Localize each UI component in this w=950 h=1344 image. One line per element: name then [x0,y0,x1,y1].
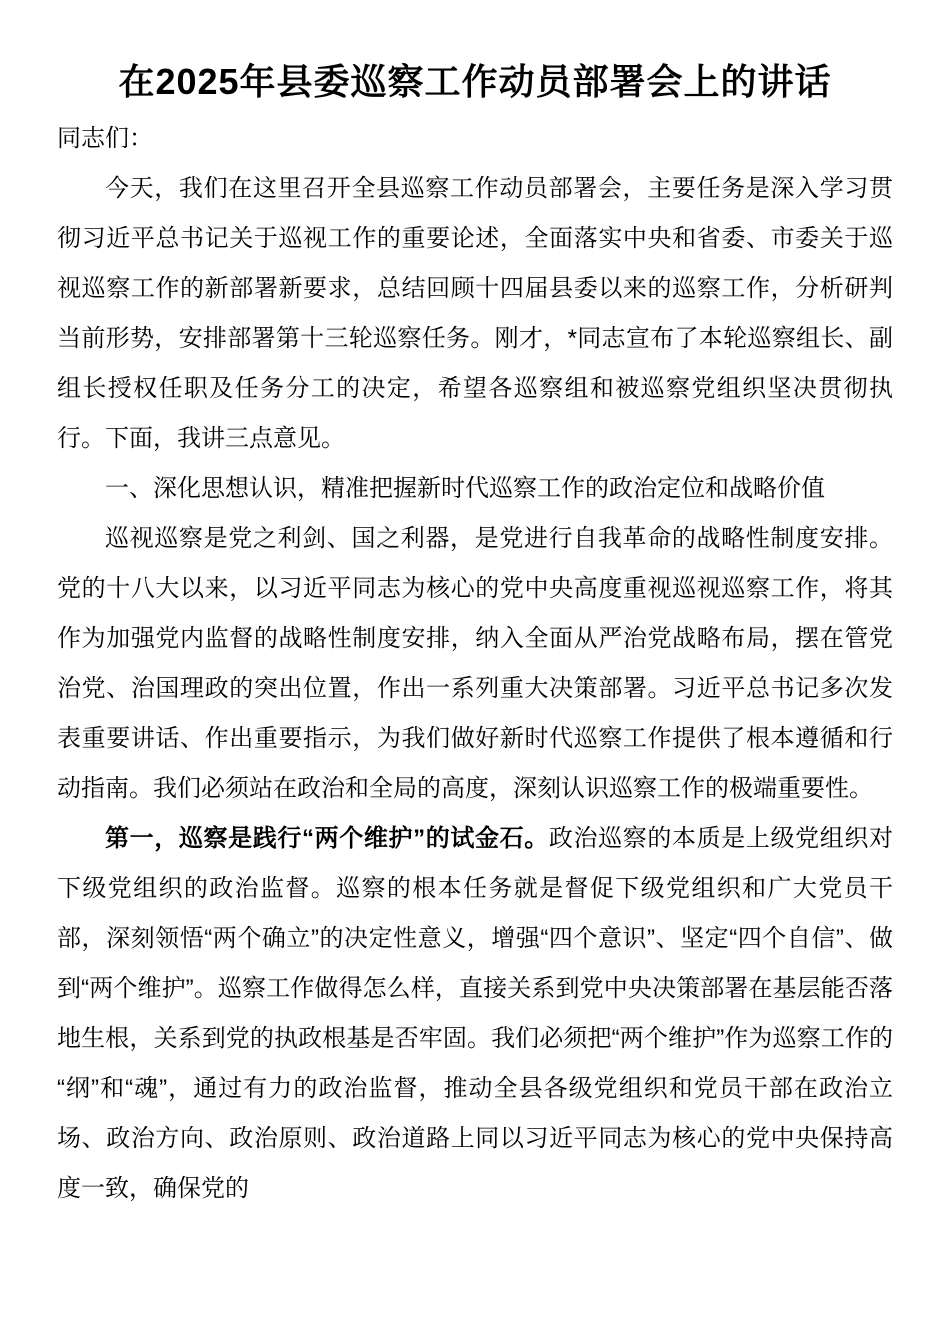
document-title: 在2025年县委巡察工作动员部署会上的讲话 [118,61,832,102]
section-1-heading: 一、深化思想认识，精准把握新时代巡察工作的政治定位和战略价值 [105,475,825,502]
section-1-paragraph: 巡视巡察是党之利剑、国之利器，是党进行自我革命的战略性制度安排。党的十八大以来，以习近平同志为核心的党中央高度重视巡视巡察工作，将其作为加强党内监督的战略性制度安排，纳入全面从严治党战略布局，摆在管党治党、治国理政的突出位置，作出一系列重大决策部署。习近平总书记多次发表重要讲话、作出重要指示，为我们做好新时代巡察工作提供了根本遵循和行动指南。我们必须站在政治和全局的高度，深刻认识巡察工作的极端重要性。 [57,525,893,802]
point-1-body-text: 政治巡察的本质是上级党组织对下级党组织的政治监督。巡察的根本任务就是督促下级党组织和广大党员干部，深刻领悟“两个确立”的决定性意义，增强“四个意识”、坚定“四个自信”、做到“两个维护”。巡察工作做得怎么样，直接关系到党中央决策部署在基层能否落地生根，关系到党的执政根基是否牢固。我们必须把“两个维护”作为巡察工作的“纲”和“魂”，通过有力的政治监督，推动全县各级党组织和党员干部在政治立场、政治方向、政治原则、政治道路上同以习近平同志为核心的党中央保持高度一致，确保党的 [57,825,893,1202]
salutation-line: 同志们： [57,125,153,152]
point-1-paragraph [57,814,893,1214]
point-1-bold-lead: 第一，巡察是践行“两个维护”的试金石。 [105,825,549,852]
intro-paragraph: 今天，我们在这里召开全县巡察工作动员部署会，主要任务是深入学习贯彻习近平总书记关于巡视工作的重要论述，全面落实中央和省委、市委关于巡视巡察工作的新部署新要求，总结回顾十四届县委以来的巡察工作，分析研判当前形势，安排部署第十三轮巡察任务。刚才，*同志宣布了本轮巡察组长、副组长授权任职及任务分工的决定，希望各巡察组和被巡察党组织坚决贯彻执行。下面，我讲三点意见。 [57,175,893,452]
